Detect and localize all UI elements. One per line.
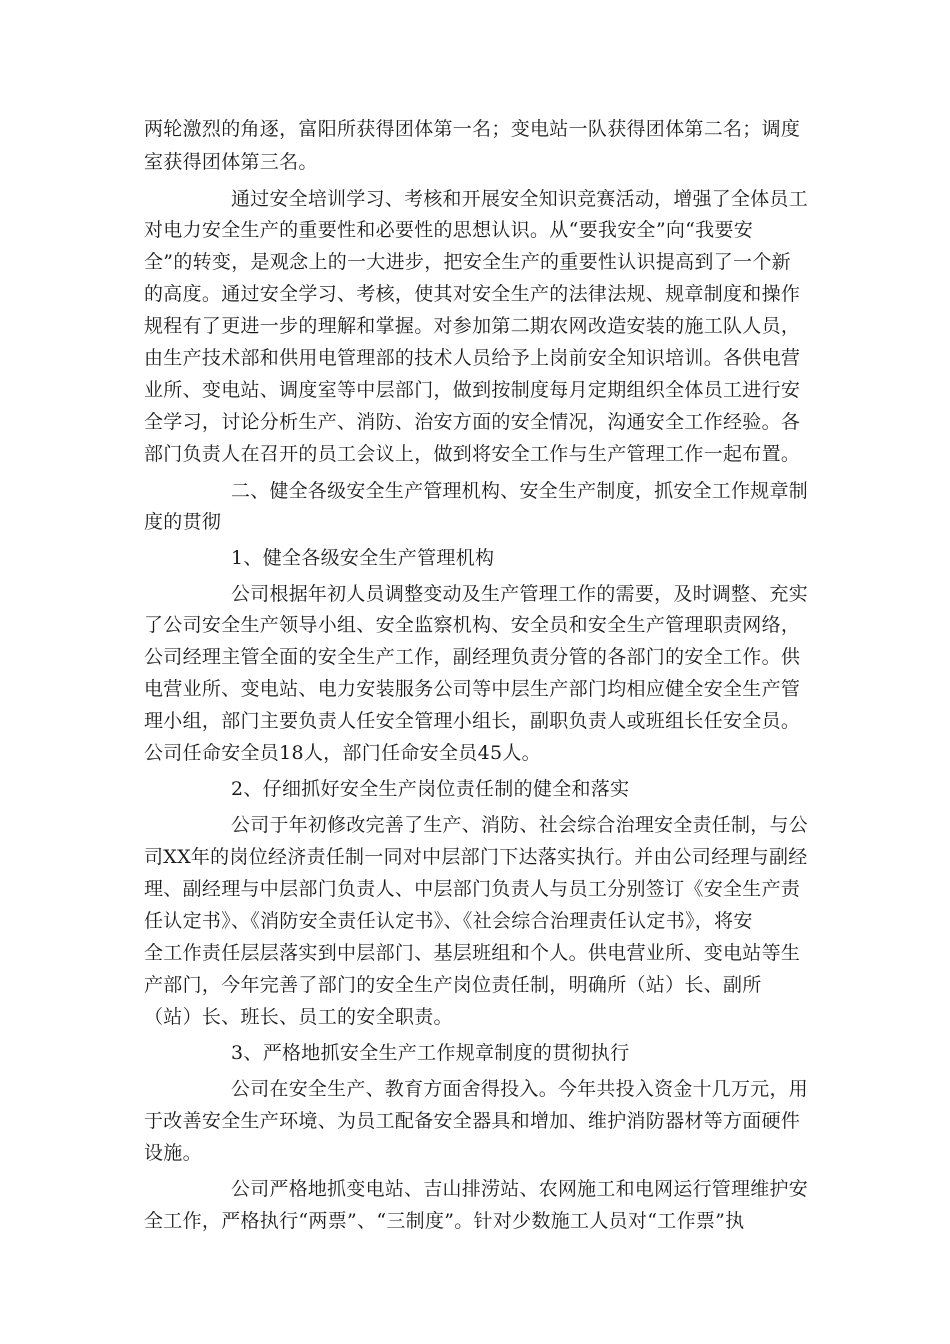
text-line: 产部门，今年完善了部门的安全生产岗位责任制，明确所（站）长、副所 <box>144 974 762 996</box>
text-line: 业所、变电站、调度室等中层部门，做到按制度每月定期组织全体员工进行安 <box>144 379 801 401</box>
text-line: 两轮激烈的角逐，富阳所获得团体第一名；变电站一队获得团体第二名；调度 <box>144 118 801 140</box>
text-line: 全工作责任层层落实到中层部门、基层班组和个人。供电营业所、变电站等生 <box>144 942 801 964</box>
paragraph-start-line: 公司在安全生产、教育方面舍得投入。今年共投入资金十几万元，用 <box>231 1078 808 1100</box>
text-line: 全学习，讨论分析生产、消防、治安方面的安全情况，沟通安全工作经验。各 <box>144 411 801 433</box>
paragraph-start-line: 公司于年初修改完善了生产、消防、社会综合治理安全责任制，与公 <box>231 814 808 836</box>
text-line: 全”的转变，是观念上的一大进步，把安全生产的重要性认识提高到了一个新 <box>144 251 791 273</box>
text-line: 对电力安全生产的重要性和必要性的思想认识。从“要我安全”向“我要安 <box>144 219 754 241</box>
text-line: 了公司安全生产领导小组、安全监察机构、安全员和安全生产管理职责网络， <box>144 614 801 636</box>
text-line: 理小组，部门主要负责人任安全管理小组长，副职负责人或班组长任安全员。 <box>144 710 801 732</box>
paragraph-start-line: 通过安全培训学习、考核和开展安全知识竞赛活动，增强了全体员工 <box>231 188 808 210</box>
subsection-heading: 2、仔细抓好安全生产岗位责任制的健全和落实 <box>231 778 630 800</box>
text-line: 任认定书》、《消防安全责任认定书》、《社会综合治理责任认定书》，将安 <box>144 910 753 932</box>
text-line: 由生产技术部和供用电管理部的技术人员给予上岗前安全知识培训。各供电营 <box>144 347 801 369</box>
subsection-heading: 3、严格地抓安全生产工作规章制度的贯彻执行 <box>231 1042 630 1064</box>
subsection-heading: 1、健全各级安全生产管理机构 <box>231 547 495 569</box>
paragraph-start-line: 公司严格地抓变电站、吉山排涝站、农网施工和电网运行管理维护安 <box>231 1178 808 1200</box>
section-heading-continued: 度的贯彻 <box>144 511 222 533</box>
text-line: 设施。 <box>144 1142 202 1164</box>
text-line: 的高度。通过安全学习、考核，使其对安全生产的法律法规、规章制度和操作 <box>144 283 801 305</box>
text-line: 规程有了更进一步的理解和掌握。对参加第二期农网改造安装的施工队人员， <box>144 315 801 337</box>
text-line: 电营业所、变电站、电力安装服务公司等中层生产部门均相应健全安全生产管 <box>144 678 801 700</box>
text-line: 全工作，严格执行“两票”、“三制度”。针对少数施工人员对“工作票”执 <box>144 1210 745 1232</box>
text-line: 公司任命安全员18人，部门任命安全员45人。 <box>144 742 541 764</box>
text-line: 理、副经理与中层部门负责人、中层部门负责人与员工分别签订《安全生产责 <box>144 878 801 900</box>
text-line: 室获得团体第三名。 <box>144 151 318 173</box>
section-heading: 二、健全各级安全生产管理机构、安全生产制度，抓安全工作规章制 <box>231 480 808 502</box>
text-line: 部门负责人在召开的员工会议上，做到将安全工作与生产管理工作一起布置。 <box>144 443 801 465</box>
text-line: （站）长、班长、员工的安全职责。 <box>144 1006 453 1028</box>
text-line: 于改善安全生产环境、为员工配备安全器具和增加、维护消防器材等方面硬件 <box>144 1110 801 1132</box>
text-line: 公司经理主管全面的安全生产工作，副经理负责分管的各部门的安全工作。供 <box>144 646 801 668</box>
paragraph-start-line: 公司根据年初人员调整变动及生产管理工作的需要，及时调整、充实 <box>231 583 808 605</box>
text-line: 司XX年的岗位经济责任制一同对中层部门下达落实执行。并由公司经理与副经 <box>144 846 808 868</box>
